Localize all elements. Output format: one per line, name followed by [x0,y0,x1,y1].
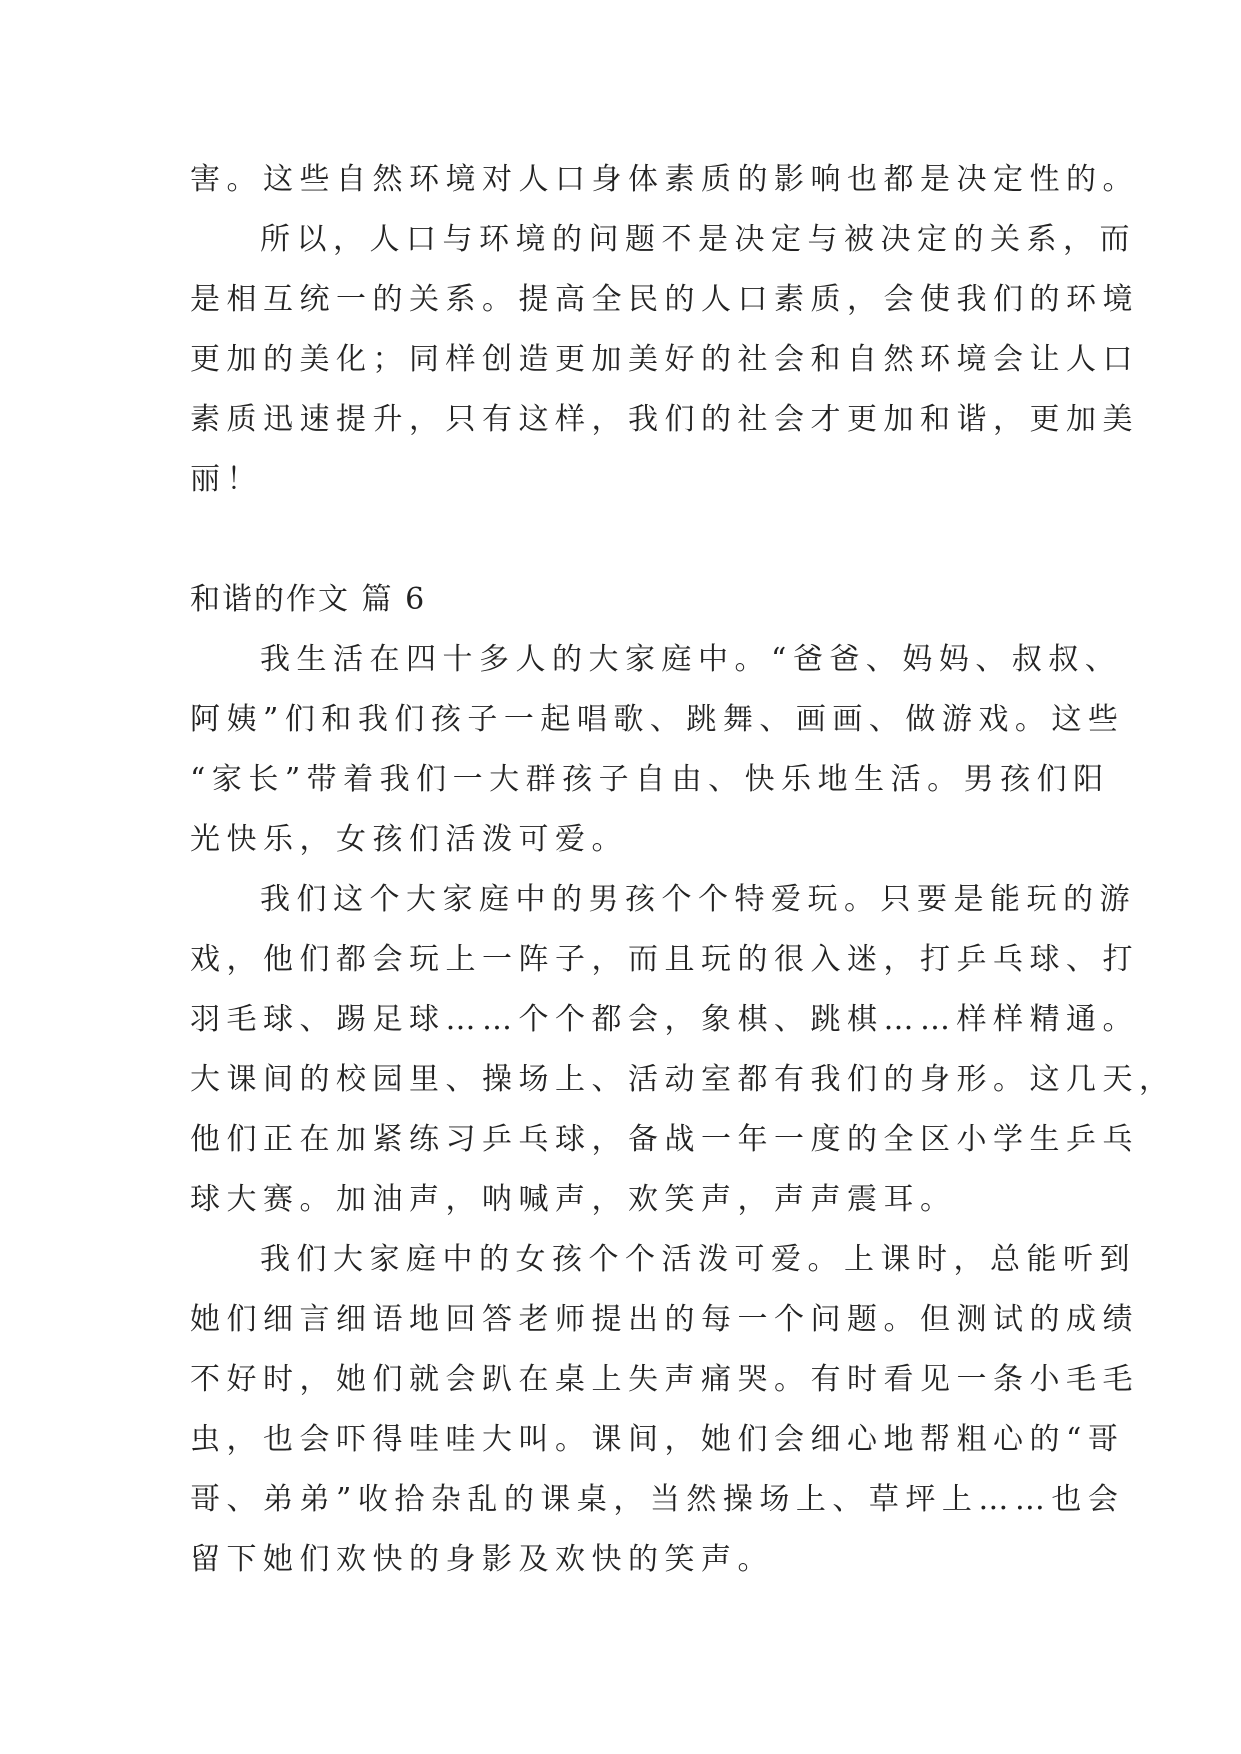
text-line: 我生活在四十多人的大家庭中。“爸爸、妈妈、叔叔、 [260,642,1122,677]
text-line: “家长”带着我们一大群孩子自由、快乐地生活。男孩们阳 [190,762,1110,797]
text-line: 阿姨”们和我们孩子一起唱歌、跳舞、画画、做游戏。这些 [190,702,1125,737]
text-line: 哥、弟弟”收拾杂乱的课桌，当然操场上、草坪上……也会 [190,1482,1125,1517]
text-line: 害。这些自然环境对人口身体素质的影响也都是决定性的。 [190,162,1139,197]
text-line: 戏，他们都会玩上一阵子，而且玩的很入迷，打乒乓球、打 [190,942,1139,977]
text-line: 光快乐，女孩们活泼可爱。 [190,822,628,857]
text-line: 球大赛。加油声，呐喊声，欢笑声，声声震耳。 [190,1182,957,1217]
text-line: 羽毛球、踢足球……个个都会，象棋、跳棋……样样精通。 [190,1002,1139,1037]
text-line: 素质迅速提升，只有这样，我们的社会才更加和谐，更加美 [190,402,1139,437]
text-line: 她们细言细语地回答老师提出的每一个问题。但测试的成绩 [190,1302,1139,1337]
text-line: 是相互统一的关系。提高全民的人口素质，会使我们的环境 [190,282,1139,317]
section-title: 和谐的作文 篇 6 [190,582,427,617]
text-line: 所以，人口与环境的问题不是决定与被决定的关系，而 [260,222,1136,257]
text-line: 我们大家庭中的女孩个个活泼可爱。上课时，总能听到 [260,1242,1136,1277]
text-line: 大课间的校园里、操场上、活动室都有我们的身形。这几天， [190,1062,1176,1097]
text-line: 不好时，她们就会趴在桌上失声痛哭。有时看见一条小毛毛 [190,1362,1139,1397]
section-gap [190,510,1070,570]
text-line: 丽！ [190,462,263,497]
text-line: 他们正在加紧练习乒乓球，备战一年一度的全区小学生乒乓 [190,1122,1139,1157]
text-line: 更加的美化；同样创造更加美好的社会和自然环境会让人口 [190,342,1139,377]
text-line: 虫，也会吓得哇哇大叫。课间，她们会细心地帮粗心的“哥 [190,1422,1125,1457]
text-line: 留下她们欢快的身影及欢快的笑声。 [190,1542,774,1577]
text-line: 我们这个大家庭中的男孩个个特爱玩。只要是能玩的游 [260,882,1136,917]
document-page [190,150,1176,1590]
